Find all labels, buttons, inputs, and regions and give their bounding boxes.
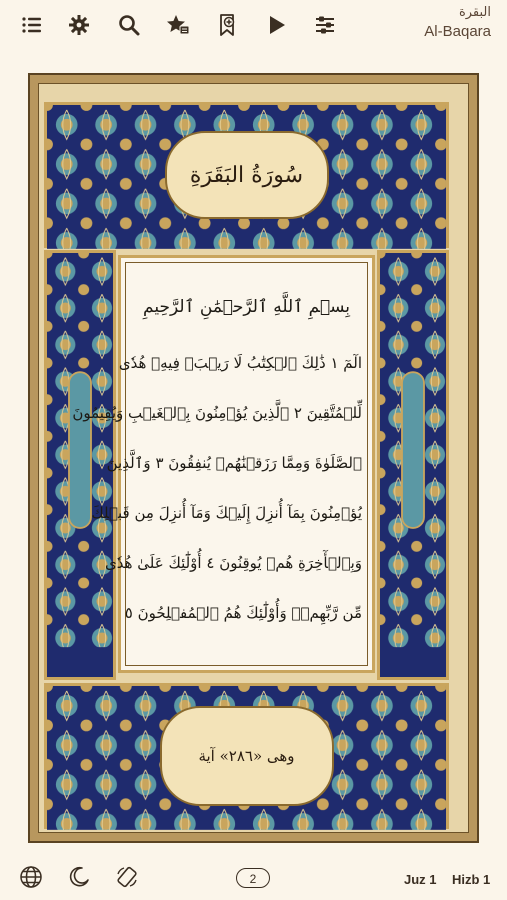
juz-label[interactable]: Juz 1: [404, 872, 437, 887]
surah-arabic-name: البقرة: [458, 5, 491, 20]
arabesque-pattern: [47, 253, 113, 647]
add-bookmark-icon[interactable]: [212, 10, 242, 40]
search-icon[interactable]: [114, 10, 144, 40]
bottom-bar: [0, 856, 507, 900]
bookmarks-star-icon[interactable]: [163, 10, 193, 40]
surah-header-ornament: [44, 102, 449, 248]
left-border-ornament: [44, 250, 116, 680]
globe-icon[interactable]: [18, 864, 44, 890]
basmala: بِسۡمِ ٱللَّهِ ٱلرَّحۡمَٰنِ ٱلرَّحِيمِ: [143, 297, 350, 317]
verse-line[interactable]: ٱلصَّلَوٰةَ وَمِمَّا رَزَقۡنَٰهُمۡ يُنفِقُونَ ٣ وَٱلَّذِينَ: [106, 454, 362, 472]
verse-line[interactable]: الٓمٓ ١ ذَٰلِكَ ٱلۡكِتَٰبُ لَا رَيۡبَۛ فِيهِۛ هُدٗى: [118, 354, 362, 372]
verse-line[interactable]: لِّلۡمُتَّقِينَ ٢ ٱلَّذِينَ يُؤۡمِنُونَ بِٱلۡغَيۡبِ وَيُقِيمُونَ: [72, 404, 362, 422]
surah-name-cartouche: [165, 131, 329, 219]
ayah-count-cartouche: [160, 706, 334, 806]
sliders-icon[interactable]: [310, 10, 340, 40]
play-icon[interactable]: [261, 10, 291, 40]
verse-line[interactable]: يُؤۡمِنُونَ بِمَآ أُنزِلَ إِلَيۡكَ وَمَآ أُنزِلَ مِن قَبۡلِكَ: [91, 504, 362, 522]
surah-title: [424, 4, 491, 42]
surah-footer-ornament: [44, 683, 449, 829]
moon-icon[interactable]: [66, 864, 92, 890]
quran-text-panel[interactable]: [72, 255, 375, 673]
mushaf-page[interactable]: [28, 73, 479, 843]
page-number-badge[interactable]: 2: [236, 868, 270, 888]
menu-list-icon[interactable]: [17, 10, 47, 40]
surah-english-name: Al-Baqara: [424, 23, 491, 40]
verse-line[interactable]: وَبِٱلۡأٓخِرَةِ هُمۡ يُوقِنُونَ ٤ أُوْلَٰٓئِكَ عَلَىٰ هُدٗى: [104, 554, 362, 572]
ayah-count-caption: وهى «٢٨٦» آية: [198, 747, 295, 765]
verse-line[interactable]: مِّن رَّبِّهِمۡۖ وَأُوْلَٰٓئِكَ هُمُ ٱلۡمُفۡلِحُونَ ٥: [124, 604, 362, 622]
surah-header-title: سُورَةُ البَقَرَةِ: [189, 162, 304, 188]
right-border-ornament: [377, 250, 449, 680]
arabesque-pattern: [380, 253, 446, 647]
top-toolbar: [0, 0, 507, 56]
hizb-label[interactable]: Hizb 1: [452, 872, 491, 887]
settings-gear-icon[interactable]: [64, 10, 94, 40]
rotate-icon[interactable]: [114, 864, 140, 890]
